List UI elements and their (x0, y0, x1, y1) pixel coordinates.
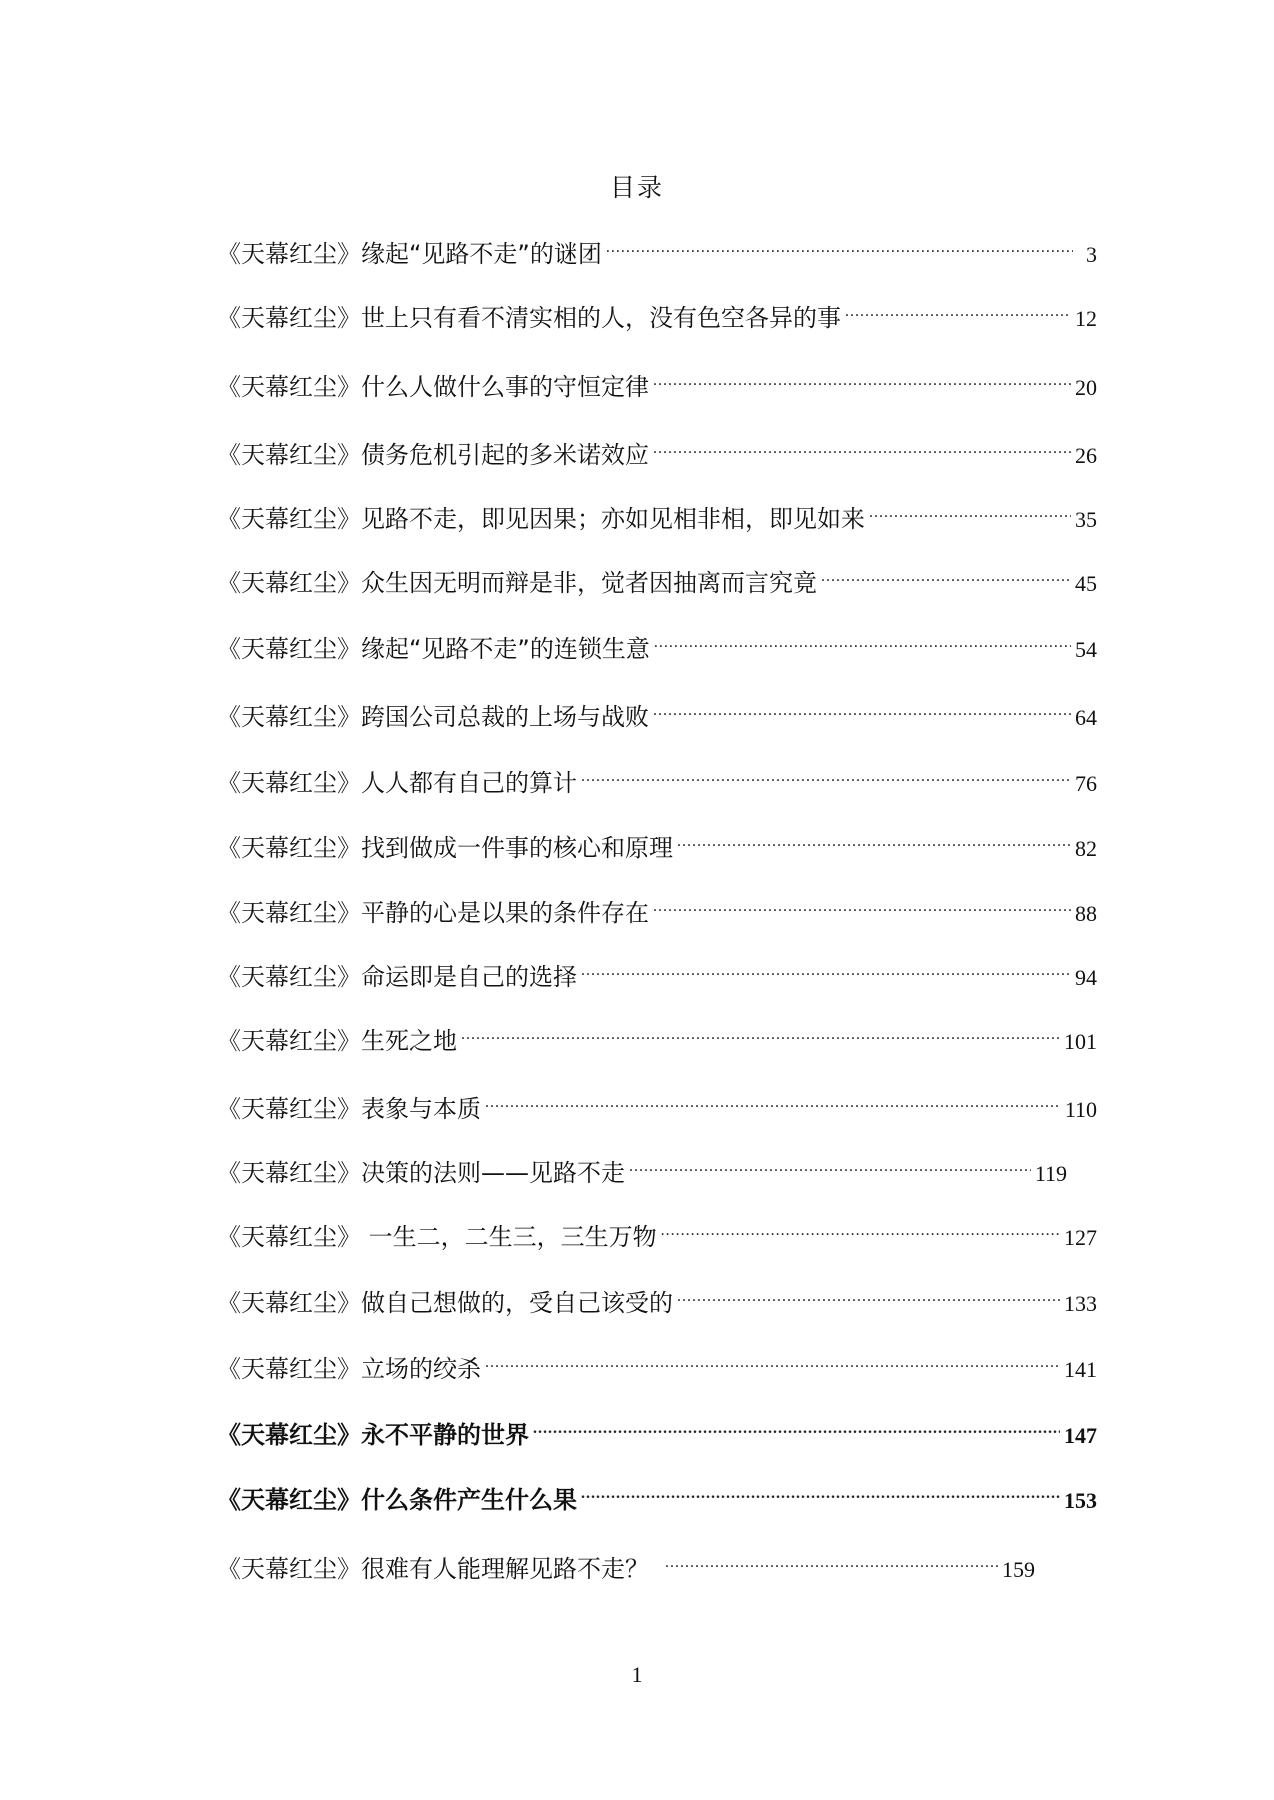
toc-entry[interactable] (217, 503, 1097, 536)
toc-entry-title: 《天幕红尘》什么人做什么事的守恒定律 (217, 373, 649, 401)
toc-entry-title: 《天幕红尘》见路不走，即见因果；亦如见相非相，即见如来 (217, 505, 865, 533)
toc-entry-title: 《天幕红尘》找到做成一件事的核心和原理 (217, 834, 673, 862)
toc-entry-title: 《天幕红尘》缘起“见路不走”的谜团 (217, 240, 602, 268)
dot-leader (821, 561, 1071, 593)
toc-entry-title: 《天幕红尘》永不平静的世界 (217, 1421, 529, 1449)
toc-entry-page: 26 (1075, 443, 1097, 468)
toc-entry-page: 141 (1064, 1357, 1097, 1382)
toc-entry-page: 147 (1064, 1423, 1097, 1448)
toc-entry-title: 《天幕红尘》什么条件产生什么果 (217, 1486, 577, 1514)
dot-leader (653, 433, 1071, 465)
toc-entry-page: 76 (1075, 771, 1097, 796)
dot-leader (677, 1281, 1060, 1313)
toc-entry[interactable] (217, 1093, 1097, 1126)
dot-leader (653, 891, 1071, 923)
dot-leader (869, 497, 1071, 529)
dot-leader (653, 695, 1071, 727)
dot-leader (581, 761, 1071, 793)
dot-leader (654, 627, 1071, 659)
toc-entry[interactable] (217, 1157, 1067, 1190)
toc-entry-page: 20 (1075, 375, 1097, 400)
toc-entry-page: 12 (1075, 306, 1097, 331)
dot-leader (461, 1019, 1060, 1051)
page-number: 1 (631, 1662, 643, 1687)
toc-entry-title: 《天幕红尘》世上只有看不清实相的人，没有色空各异的事 (217, 304, 841, 332)
toc-entry-title: 《天幕红尘》决策的法则——见路不走 (217, 1159, 625, 1187)
dot-leader (581, 955, 1071, 987)
dot-leader (677, 826, 1071, 858)
toc-entry-page: 110 (1064, 1097, 1097, 1122)
toc-entry[interactable] (217, 302, 1097, 335)
toc-entry-title: 《天幕红尘》命运即是自己的选择 (217, 963, 577, 991)
toc-entry-title: 《天幕红尘》 一生二，二生三，三生万物 (217, 1223, 657, 1251)
toc-entry-page: 82 (1075, 836, 1097, 861)
toc-entry[interactable] (217, 1419, 1097, 1452)
dot-leader (485, 1087, 1061, 1119)
toc-entry-page: 119 (1034, 1161, 1067, 1186)
toc-entry[interactable] (217, 832, 1097, 865)
dot-leader (581, 1478, 1060, 1510)
toc-entry[interactable] (217, 1287, 1097, 1320)
dot-leader (629, 1151, 1031, 1183)
dot-leader (665, 1547, 998, 1579)
toc-entry-title: 《天幕红尘》立场的绞杀 (217, 1355, 481, 1383)
toc-entry[interactable] (217, 767, 1097, 800)
toc-entry-page: 64 (1075, 705, 1097, 730)
toc-entry[interactable] (217, 1353, 1097, 1386)
toc-entry[interactable] (217, 1221, 1097, 1254)
dot-leader (661, 1215, 1060, 1247)
toc-entry-page: 45 (1075, 571, 1097, 596)
toc-entry-page: 133 (1064, 1291, 1097, 1316)
toc-entry-page: 153 (1064, 1488, 1097, 1513)
toc-title: 目录 (609, 173, 664, 202)
dot-leader (485, 1347, 1060, 1379)
dot-leader (845, 296, 1071, 328)
toc-entry-page: 127 (1064, 1225, 1097, 1250)
toc-entry[interactable] (217, 439, 1097, 472)
toc-entry-title: 《天幕红尘》人人都有自己的算计 (217, 769, 577, 797)
toc-entry[interactable] (217, 701, 1097, 734)
toc-entry-title: 《天幕红尘》平静的心是以果的条件存在 (217, 899, 649, 927)
toc-entry-title: 《天幕红尘》很难有人能理解见路不走？ (217, 1555, 649, 1583)
toc-entry-page: 88 (1075, 901, 1097, 926)
dot-leader (533, 1413, 1060, 1445)
toc-entry[interactable] (217, 1553, 1035, 1586)
toc-entry[interactable] (217, 897, 1097, 930)
toc-entry-page: 3 (1086, 242, 1097, 267)
toc-entry-title: 《天幕红尘》众生因无明而辩是非，觉者因抽离而言究竟 (217, 569, 817, 597)
toc-entry-page: 101 (1064, 1029, 1097, 1054)
table-of-contents (217, 0, 1097, 1800)
toc-entry-page: 94 (1075, 965, 1097, 990)
toc-entry[interactable] (217, 1484, 1097, 1517)
dot-leader (606, 232, 1073, 264)
toc-entry[interactable] (217, 633, 1097, 666)
toc-entry-title: 《天幕红尘》跨国公司总裁的上场与战败 (217, 703, 649, 731)
toc-entry-page: 54 (1075, 637, 1097, 662)
toc-entry[interactable] (217, 238, 1097, 271)
toc-entry-title: 《天幕红尘》表象与本质 (217, 1095, 481, 1123)
toc-entry-page: 159 (1002, 1557, 1035, 1582)
toc-entry-title: 《天幕红尘》债务危机引起的多米诺效应 (217, 441, 649, 469)
toc-entry[interactable] (217, 961, 1097, 994)
toc-entry[interactable] (217, 1025, 1097, 1058)
toc-entry[interactable] (217, 567, 1097, 600)
toc-entry-page: 35 (1075, 507, 1097, 532)
dot-leader (653, 365, 1071, 397)
toc-entry-title: 《天幕红尘》做自己想做的，受自己该受的 (217, 1289, 673, 1317)
toc-entry[interactable] (217, 371, 1097, 404)
toc-entry-title: 《天幕红尘》缘起“见路不走”的连锁生意 (217, 635, 650, 663)
toc-entry-title: 《天幕红尘》生死之地 (217, 1027, 457, 1055)
